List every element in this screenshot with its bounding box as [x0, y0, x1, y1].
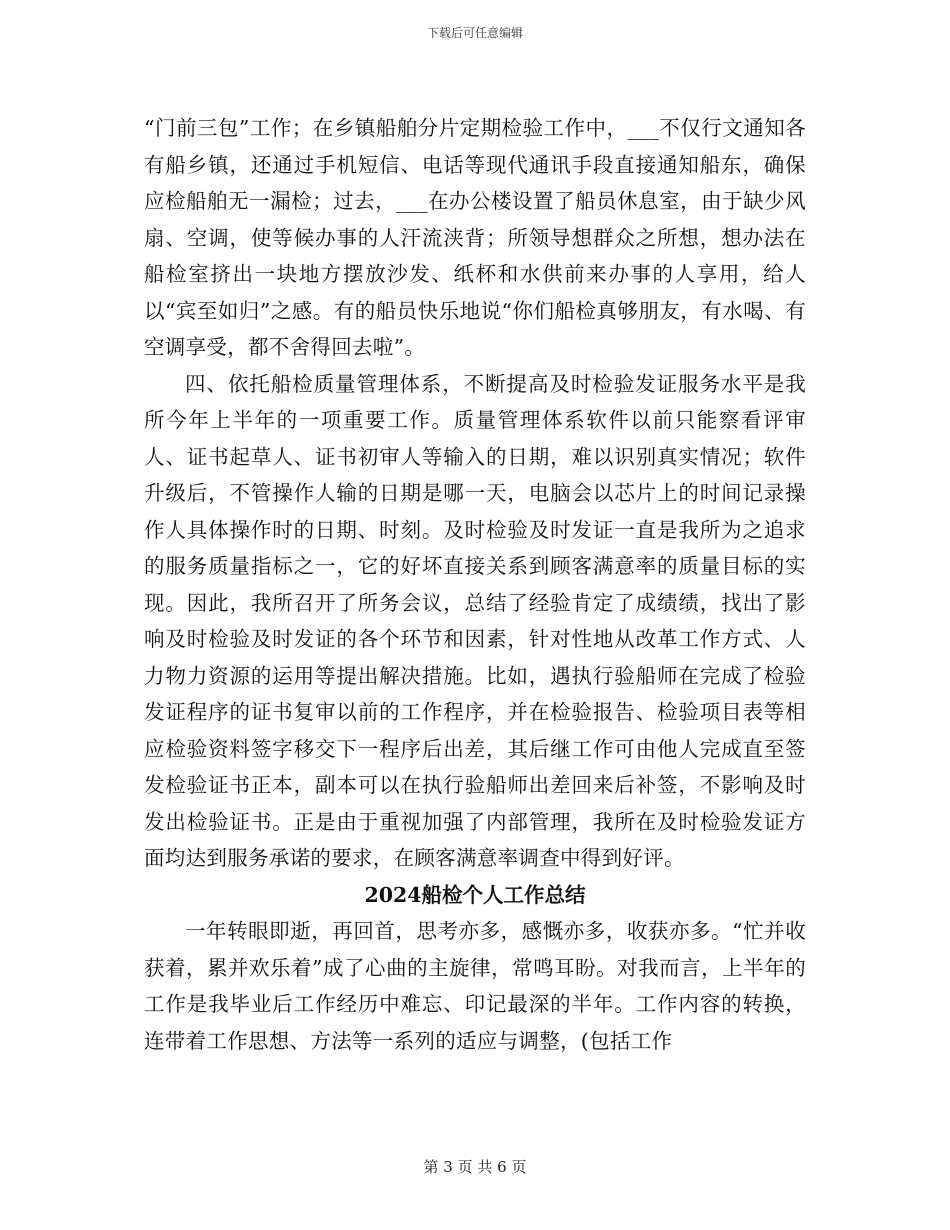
document-body [144, 110, 806, 1059]
body-paragraph: “门前三包”工作；在乡镇船舶分片定期检验工作中，___不仅行文通知各有船乡镇，还通过手机短信、电话等现代通讯手段直接通知船东，确保应检船舶无一漏检；过去，___在办公楼设置了船员休息室，由于缺少风扇、空调，使等候办事的人汗流浃背；所领导想群众之所想，想办法在船检室挤出一块地方摆放沙发、纸杯和水供前来办事的人享用，给人以“宾至如归”之感。有的船员快乐地说“你们船检真够朋友，有水喝、有空调享受，都不舍得回去啦”。 [144, 116, 806, 359]
body-paragraph: 一年转眼即逝，再回首，思考亦多，感慨亦多，收获亦多。“忙并收获着，累并欢乐着”成了心曲的主旋律，常鸣耳盼。对我而言，上半年的工作是我毕业后工作经历中难忘、印记最深的半年。工作内容的转换，连带着工作思想、方法等一系列的适应与调整，(包括工作 [144, 919, 806, 1053]
page-header: 下载后可任意编辑 [426, 26, 523, 40]
section-title: 2024船检个人工作总结 [364, 882, 586, 907]
body-paragraph: 四、依托船检质量管理体系，不断提高及时检验发证服务水平是我所今年上半年的一项重要工作。质量管理体系软件以前只能察看评审人、证书起草人、证书初审人等输入的日期，难以识别真实情况；软件升级后，不管操作人输的日期是哪一天，电脑会以芯片上的时间记录操作人具体操作时的日期、时刻。及时检验及时发证一直是我所为之追求的服务质量指标之一，它的好坏直接关系到顾客满意率的质量目标的实现。因此，我所召开了所务会议，总结了经验肯定了成绩绩，找出了影响及时检验及时发证的各个环节和因素，针对性地从改革工作方式、人力物力资源的运用等提出解决措施。比如，遇执行验船师在完成了检验发证程序的证书复审以前的工作程序，并在检验报告、检验项目表等相应检验资料签字移交下一程序后出差，其后继工作可由他人完成直至签发检验证书正本，副本可以在执行验船师出差回来后补签，不影响及时发出检验证书。正是由于重视加强了内部管理，我所在及时检验发证方面均达到服务承诺的要求，在顾客满意率调查中得到好评。 [144, 371, 806, 870]
page-number: 第 3 页 共 6 页 [423, 1158, 527, 1176]
